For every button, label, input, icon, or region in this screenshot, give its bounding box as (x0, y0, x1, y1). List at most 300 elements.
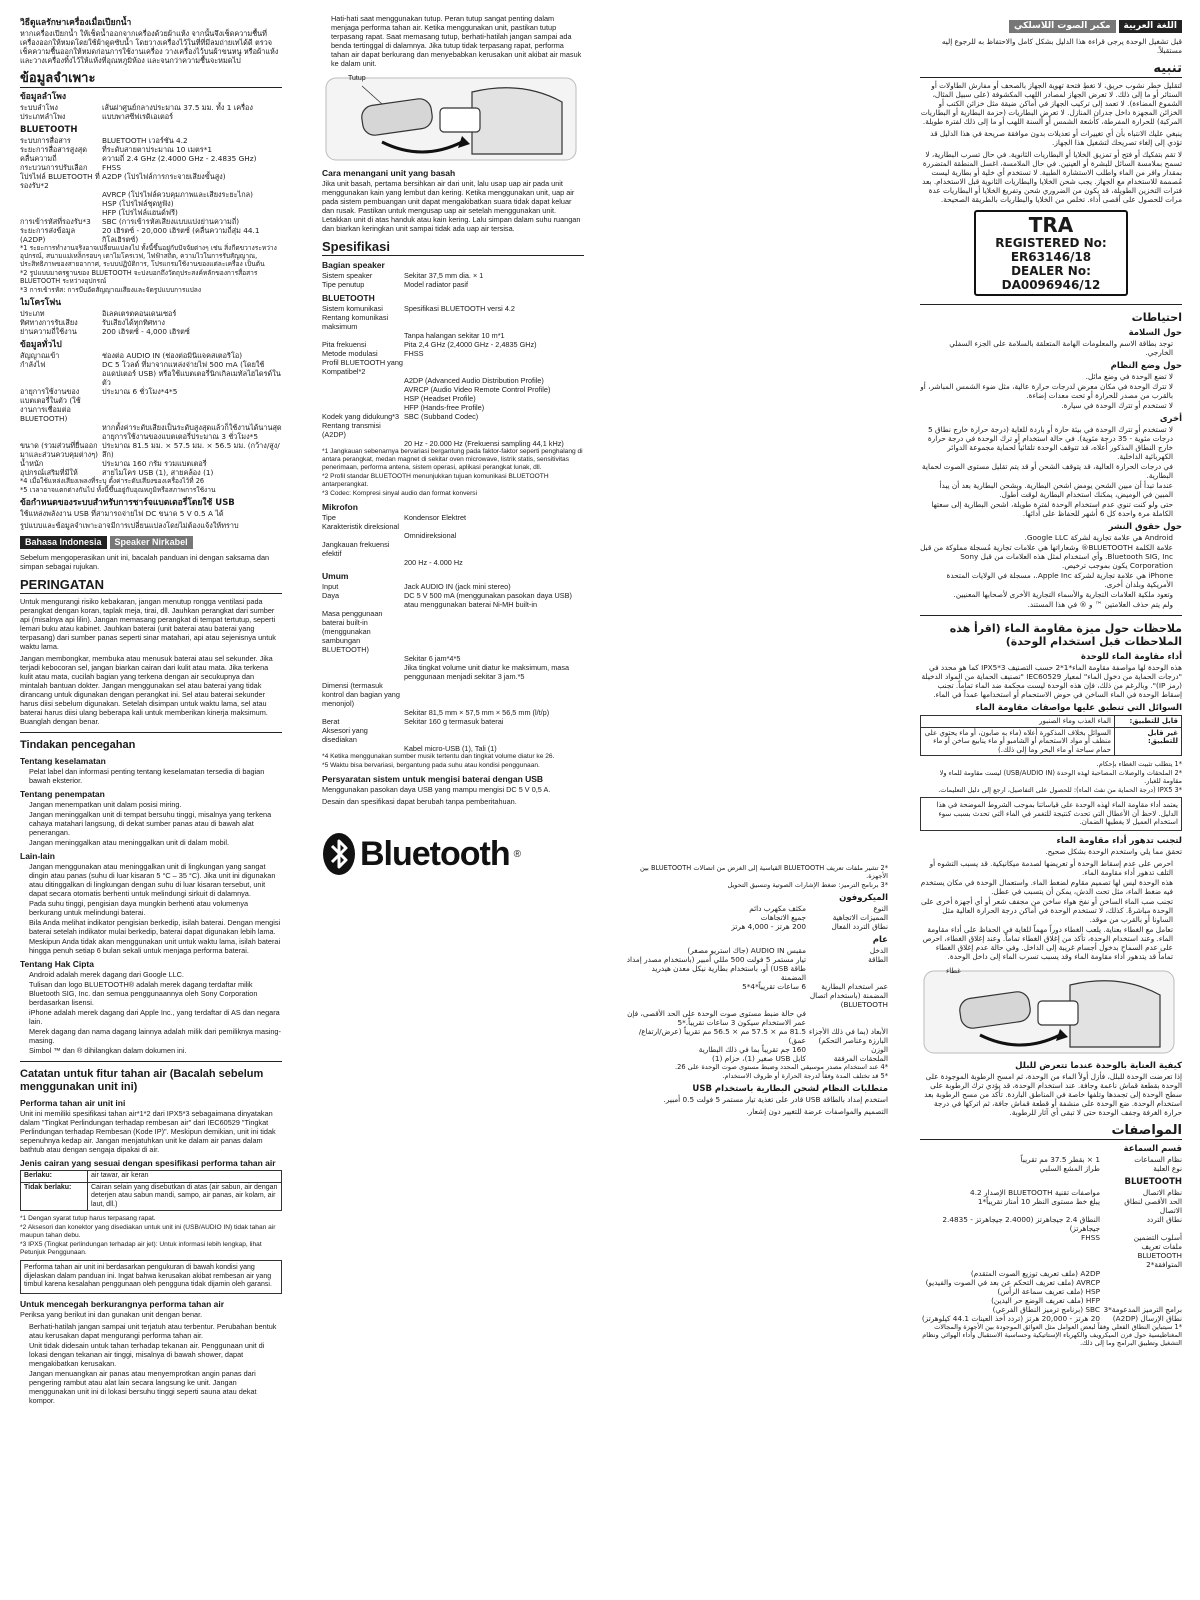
spec-value: HFP (ملف تعريف الوضع حر اليدين) (991, 1295, 1100, 1305)
spec-key (322, 376, 404, 385)
spec-key: نظام السماعات (1134, 1154, 1182, 1164)
spec-row (626, 922, 888, 931)
spec-row (920, 1296, 1182, 1305)
spec-value: 20 هرتز - 20,000 هرتز (تردد أخذ العينات 44.1 كيلوهرتز) (921, 1313, 1100, 1323)
indo-liquid-heading: Jenis cairan yang sesuai dengan spesifikasi performa tahan air (20, 1158, 276, 1168)
ar-language-tab: اللغة العربية (1119, 20, 1182, 33)
list-item: • Jangan menuangkan air panas atau menyemprotkan angin panas dari pengering rambut atau alat lain secara langsung ke unit. Jangan menggunakan unit ini di lokasi bersuhu tinggi seperti sauna atau dekat kompor. (29, 1369, 282, 1405)
footnote: *2 รูปแบบมาตรฐานของ BLUETOOTH จะบ่งบอกถึงวัตถุประสงค์หลักของการสื่อสาร BLUETOOTH ระหว่างอุปกรณ์ (20, 269, 258, 285)
list-item: • لا تستخدم أو تترك الوحدة في بيئة حارة أو باردة للغاية (درجة حرارة خارج نطاق 5 درجات مئوية - 35 درجة مئوية). في حالة استخدام أو ترك الوحدة في درجة حرارة خارج النطاق المذكور أعلاه، قد تتوقف الوحدة تلقائياً لحماية مجموعة الدوائر الكهربائية الداخلية. (920, 425, 1173, 461)
spec-value (404, 313, 584, 331)
list-item: • تعامل مع الغطاء بعناية. يلعب الغطاء دوراً مهماً للغاية في الحفاظ على أداء مقاومة الماء. وعند استخدام الوحدة، تأكد من إغلاق الغطاء تماماً. وعند إغلاق الغطاء، احرص على عدم السماح بدخول أجسام غريبة إلى الداخل. وفي حالة عدم إغلاق الغطاء تماماً قد يتدهور أداء مقاومة الماء وقد يسبب تسرب الماء إلى داخل الوحدة. (920, 925, 1173, 961)
spec-key: ระบบการสื่อสาร (20, 136, 71, 145)
spec-value: สายไมโคร USB (1), สายคล้อง (1) (102, 468, 214, 477)
spec-row (20, 423, 282, 441)
spec-row (322, 403, 584, 412)
list-item: • لا تترك الوحدة في مكان معرض لدرجات حرارة عالية، مثل ضوء الشمس المباشر، أو بالقرب من مصدر للحرارة أو تحت معدات إضاءة. (920, 382, 1173, 400)
spec-value: BLUETOOTH เวอร์ชัน 4.2 (102, 136, 188, 145)
spec-key: โปรไฟล์ BLUETOOTH ที่รองรับ*2 (20, 172, 100, 190)
spec-value: A2DP (ملف تعريف توزيع الصوت المتقدم) (970, 1268, 1100, 1278)
spec-row (322, 717, 584, 726)
spec-key: ระยะการส่งข้อมูล (A2DP) (20, 226, 76, 244)
spec-row (322, 376, 584, 385)
spec-value: AVRCP (Audio Video Remote Control Profile) (404, 385, 551, 394)
spec-row (322, 412, 584, 421)
footnote: *1 Jangkauan sebenarnya bervariasi bergantung pada faktor-faktor seperti penghalang di antara perangkat, medan magnet di sekitar oven microwave, listrik statis, sensitivitas penerimaan, performa antena, sistem operasi, aplikasi perangkat lunak, dll. (322, 448, 583, 471)
spec-key: การเข้ารหัสที่รองรับ*3 (20, 217, 91, 226)
tra-registration-stamp (974, 210, 1128, 296)
list-item: • Jangan menggunakan atau meninggalkan unit di lingkungan yang sangat dingin atau panas (suhu di luar kisaran 5 °C – 35 °C). Jika unit ini digunakan atau ditinggalkan di lingkungan dengan suhu di luar kisaran tersebut, unit dapat secara otomatis berhenti untuk melindungi sirkuit di dalamnya. (29, 862, 282, 898)
spec-row (20, 441, 282, 459)
indo-mic-rows (322, 513, 584, 567)
spec-key (20, 199, 102, 208)
spec-row (322, 439, 584, 448)
indo-wet-body: Jika unit basah, pertama bersihkan air dari unit, lalu usap uap air pada unit menggunakan kain yang lembut dan kering. Ketika menggunakan unit, uap air pada sistem pembuangan unit dapat mengakibatkan suara tidak dapat keluar dan rusak. Pastikan untuk mengusap uap air setelah menggunakan unit. Letakkan unit di atas handuk atau kain kering. Lalu simpan dalam suhu ruangan dan biarkan keringkan unit sampai tidak ada uap air tersisa. (322, 179, 581, 233)
list-item: • Android هي علامة تجارية لشركة Google LLC. (920, 533, 1173, 542)
spec-row (20, 208, 282, 217)
spec-key: ย่านความถี่ใช้งาน (20, 327, 77, 336)
ar-placement-heading: حول وضع النظام (1110, 361, 1182, 371)
spec-key: الحد الأقصى لنطاق الاتصال (1124, 1196, 1182, 1215)
spec-value: جميع الاتجاهات (760, 913, 806, 922)
ar-safety-heading: حول السلامة (1128, 328, 1182, 338)
spec-value: 200 Hz - 4.000 Hz (404, 558, 463, 567)
spec-value: DC 5 โวลต์ ที่มาจากแหล่งจ่ายไฟ 500 mA (โดยใช้อแดปเตอร์ USB) หรือใช้แบตเตอรี่นิกเกิลเมทัลไฮไดรด์ในตัว (102, 360, 281, 387)
indo-water-perf-heading: Performa tahan air unit ini (20, 1098, 126, 1108)
column-arabic (920, 14, 1182, 1586)
spec-key (322, 654, 404, 663)
spec-row (920, 1305, 1182, 1314)
spec-value: Sekitar 160 g termasuk baterai (404, 717, 504, 726)
ar-applicable-value: الماء العذب وماء الصنبور (921, 716, 1115, 728)
indo-bt-heading: BLUETOOTH (322, 293, 375, 303)
spec-value: Model radiator pasif (404, 280, 469, 289)
spec-row (322, 340, 584, 349)
spec-row (322, 331, 584, 340)
spec-key: نوع العلبة (1153, 1163, 1182, 1173)
spec-key: Jangkauan frekuensi efektif (322, 540, 390, 558)
ar-other-list (920, 425, 1182, 518)
indo-safety-list (20, 767, 282, 785)
spec-value: SBC (برنامج ترميز النطاق الفرعي) (992, 1304, 1100, 1314)
spec-key (322, 385, 404, 394)
spec-row (920, 1233, 1182, 1242)
ar-general-heading: عام (872, 935, 888, 945)
footnote: *3 การเข้ารหัส: การบีบอัดสัญญาณเสียงและจัดรูปแบบการแปลง (20, 286, 202, 294)
tra-reg-label: REGISTERED No: (995, 236, 1107, 250)
registered-mark: ® (513, 848, 522, 860)
indo-lid-list (322, 14, 584, 68)
spec-value: HSP (ملف تعريف سماعة الرأس) (997, 1286, 1100, 1296)
ar-warning-body2: ينبغي عليك الانتباه بأن أي تغييرات أو تعديلات بدون موافقة صريحة في هذا الدليل قد تؤدي إلى إلغاء تصريحك لتشغيل هذا الجهاز. (930, 129, 1182, 147)
spec-key: الدخل (869, 946, 888, 955)
lid-label: Tutup (348, 75, 366, 82)
spec-key (322, 708, 404, 717)
indo-copyright-heading: Tentang Hak Cipta (20, 959, 94, 969)
spec-row (20, 103, 282, 112)
indo-usb-heading: Persyaratan sistem untuk mengisi baterai dengan USB (322, 774, 544, 784)
ar-water-heading: ملاحظات حول ميزة مقاومة الماء (اقرأ هذه الملاحظات قبل استخدام الوحدة) (949, 622, 1182, 648)
spec-value: 20 เฮิรตซ์ - 20,000 เฮิรตซ์ (คลื่นความถี่สุ่ม 44.1 กิโลเฮิรตซ์) (102, 226, 260, 244)
indo-liquid-table (20, 1170, 282, 1211)
spec-value: HFP (โปรไฟล์แฮนด์ฟรี) (102, 208, 178, 217)
spec-key: الوزن (871, 1045, 888, 1054)
lid-illustration (322, 72, 584, 164)
ar-water-box: يعتمد أداء مقاومة الماء لهذه الوحدة على قياساتنا بموجب الشروط الموضحة في هذا الدليل. لاحظ أن الأعطال التي تحدث كنتيجة للتغمر في الماء التي تحدث بسبب سوء استخدام العميل لا يغطيها الضمان. (920, 797, 1182, 831)
indo-general-rows (322, 582, 584, 753)
indo-intro: Sebelum mengoperasikan unit ini, bacalah panduan ini dengan saksama dan simpan sebagai rujukan. (20, 553, 270, 571)
spec-value: 6 ساعات تقريباً*4*5 (742, 982, 806, 991)
spec-row (920, 1197, 1182, 1215)
ar-bt-heading: BLUETOOTH (1124, 1176, 1182, 1187)
indo-warning-heading: PERINGATAN (20, 577, 282, 594)
ar-intro: قبل تشغيل الوحدة يرجى قراءة هذا الدليل بشكل كامل والاحتفاظ به للرجوع إليه مستقبلاً. (941, 37, 1182, 55)
spec-row (626, 904, 888, 913)
spec-key (322, 531, 404, 540)
spec-row (920, 1314, 1182, 1323)
divider (20, 1061, 282, 1062)
spec-value: مواصفات تقنية BLUETOOTH الإصدار 4.2 (970, 1187, 1100, 1197)
indo-safety-heading: Tentang keselamatan (20, 756, 106, 766)
spec-row (20, 318, 282, 327)
spec-value: Sekitar 6 jam*4*5 (404, 654, 461, 663)
indo-other-list (20, 862, 282, 955)
spec-row (626, 1027, 888, 1045)
ar-other-heading: أخرى (1159, 414, 1182, 424)
spec-value: طراز المشع السلبي (1039, 1163, 1100, 1173)
list-item: • في درجات الحرارة العالية، قد يتوقف الشحن أو قد يتم تقليل مستوى الصوت لحماية البطارية. (920, 462, 1173, 480)
indo-not-applicable-label: Tidak berlaku: (21, 1182, 88, 1211)
spec-key: ขนาด (รวมส่วนที่ยื่นออกมาและส่วนควบคุมต่างๆ) (20, 441, 99, 459)
spec-row (20, 199, 282, 208)
spec-key: Input (322, 582, 339, 591)
spec-row (322, 558, 584, 567)
indo-general-heading: Umum (322, 571, 349, 581)
indo-wet-heading: Cara menangani unit yang basah (322, 168, 456, 178)
indo-bt-notes (322, 448, 584, 498)
spec-value (920, 1242, 1100, 1269)
blank-area (626, 14, 888, 864)
spec-value: ประมาณ 6 ชั่วโมง*4*5 (102, 387, 178, 396)
list-item: • تجنب صب الماء الساخن أو نفخ هواء ساخن من مجفف شعر أو أي أجهزة أخرى على الوحدة مباشرةً. كذلك، لا تستخدم الوحدة في أماكن درجة الحرارة العالية مثل الساونا أو بالقرب من موقد. (920, 897, 1173, 924)
indo-usb-body: Menggunakan pasokan daya USB yang mampu mengisi DC 5 V 0,5 A. (322, 785, 551, 794)
spec-value: AVRCP (ملف تعريف التحكم عن بعد في الصوت والفيديو) (925, 1277, 1100, 1287)
ar-speaker-heading: قسم السماعة (1123, 1143, 1182, 1154)
spec-key: กระบวนการปรับเลือก (20, 163, 88, 172)
spec-row (626, 1009, 888, 1027)
spec-row (322, 385, 584, 394)
spec-value: รับเสียงได้ทุกทิศทาง (102, 318, 165, 327)
spec-row (920, 1269, 1182, 1278)
spec-value (404, 609, 584, 654)
spec-row (626, 946, 888, 955)
spec-value: 200 เฮิรตซ์ - 4,000 เฮิรตซ์ (102, 327, 190, 336)
thai-general-notes (20, 477, 282, 494)
spec-value: في حالة ضبط مستوى صوت الوحدة على الحد الأقصى، فإن عمر الاستخدام سيكون 3 ساعات تقريباً.*5 (627, 1009, 806, 1027)
footnote: *2 الملحقات والوصلات المصاحبة لهذه الوحدة (USB/AUDIO IN) ليست مقاومة للماء ولا مقاومة للغبار. (939, 769, 1182, 785)
spec-row (20, 145, 282, 154)
tra-dealer-label: DEALER No: (1011, 264, 1091, 278)
spec-key: النوع (873, 904, 888, 913)
list-item: • Meskipun Anda tidak akan menggunakan unit untuk waktu lama, isilah baterai hingga penuh setiap 6 bulan sekali untuk menjaga performa baterai. (29, 937, 282, 955)
indo-applicable-label: Berlaku: (21, 1171, 88, 1183)
spec-value: ความถี่ 2.4 GHz (2.4000 GHz - 2.4835 GHz) (102, 154, 257, 163)
indo-warning-body: Untuk mengurangi risiko kebakaran, jangan menutup rongga ventilasi pada perangkat dengan koran, taplak meja, tirai, dll. Jauhkan perangkat dari sumber api (misalnya api lilin). Jangan memasang perangkat di tempat tertutup, seperti lemari buku atau kabinet. Jauhkan baterai (unit baterai atau baterai yang terpasang) dari sumber panas seperti sinar matahari, api atau sejenisnya untuk waktu lama. (20, 597, 276, 651)
indo-prevent-list (20, 1322, 282, 1405)
spec-key: สัญญาณเข้า (20, 351, 60, 360)
spec-value: كابل USB صغير (1)، حزام (1) (712, 1054, 806, 1063)
list-item: • Pelat label dan informasi penting tentang keselamatan tersedia di bagian bawah eksterior. (29, 767, 282, 785)
ar-speaker-rows (920, 1155, 1182, 1173)
spec-row (920, 1188, 1182, 1197)
spec-key (20, 208, 102, 217)
footnote: *5 قد تختلف المدة وفقاً لدرجة الحرارة أو ظروف الاستخدام. (722, 1072, 888, 1080)
list-item: • عندما تبدأ أن مبين الشحن يومض اشحن البطارية. وبشحن البطارية بعد أن يبدأ المبين في الوميض، يمكنك استخدام البطارية لوقت أطول. (920, 481, 1173, 499)
spec-value: يبلغ خط مستوى النظر 10 أمتار تقريباً*1 (977, 1196, 1100, 1206)
list-item: • لا تستخدم أو تترك الوحدة في سيارة. (920, 401, 1173, 410)
spec-row (20, 226, 282, 244)
spec-value: ที่ระดับสายตาประมาณ 10 เมตร*1 (102, 145, 213, 154)
spec-row (20, 309, 282, 318)
spec-row (920, 1287, 1182, 1296)
spec-value (404, 421, 584, 439)
footnote: *5 Waktu bisa bervariasi, bergantung pada suhu atau kondisi penggunaan. (322, 762, 540, 769)
indo-section-tab: Speaker Nirkabel (110, 536, 193, 549)
spec-value: HSP (โปรไฟล์ชุดหูฟัง) (102, 199, 174, 208)
table-row (921, 716, 1182, 728)
indo-placement-list (20, 800, 282, 847)
bluetooth-rune-icon (322, 832, 356, 876)
ar-precaution-heading: احتياطات (1131, 311, 1182, 324)
spec-value: A2DP (โปรไฟล์การกระจายเสียงขั้นสูง) (102, 172, 226, 181)
list-item: • وتعود ملكية العلامات التجارية والأسماء التجارية الأخرى لأصحابها المعنيين. (920, 590, 1173, 599)
ar-wet-body: إذا تعرضت الوحدة للبلل، فأزل أولاً الماء من الوحدة، ثم امسح الرطوبة الموجودة على الوحدة بقطعة قماش ناعمة وجافة. عند استخدام الوحدة، قد يؤدي ترك الرطوبة على سطح الوحدة إلى تجمدها وتلفها خاصة في المناطق الباردة. تأكد من مسح الرطوبة بعد استخدام الوحدة. ضع الوحدة على منشفة أو قطعة قماش جافة، ثم اتركها في درجة حرارة الغرفة وجفف الوحدة حتى لا تبقى أي آثار للرطوبة. (924, 1071, 1182, 1117)
indo-speaker-rows (322, 271, 584, 289)
footnote: *1 يتطلب تثبيت الغطاء بإحكام. (1096, 760, 1182, 768)
spec-value: ประมาณ 81.5 มม. × 57.5 มม. × 56.5 มม. (กว้าง/สูง/ลึก) (102, 441, 280, 459)
spec-row (322, 313, 584, 331)
list-item: • هذه الوحدة ليس لها تصميم مقاوم لضغط الماء. واستعمال الوحدة في مكان يستخدم فيه ضغط الماء، مثل تحت الدش، يمكن أن يتسبب في عطل. (920, 878, 1173, 896)
ar-usb-note: التصميم والمواصفات عرضة للتغيير دون إشعار. (746, 1107, 888, 1116)
spec-key (20, 190, 102, 199)
spec-value (404, 522, 584, 531)
spec-value (404, 358, 584, 376)
list-item: • Jangan meninggalkan unit di tempat bersuhu tinggi, misalnya yang terkena cahaya matahari langsung, di dekat sumber panas atau di bawah alat penerangan. (29, 810, 282, 837)
spec-row (20, 154, 282, 163)
spec-key: المميزات الاتجاهية (832, 913, 888, 922)
spec-key (322, 331, 404, 340)
ar-bt-notes-tail (626, 864, 888, 889)
list-item: • توجد بطاقة الاسم والمعلومات الهامة المتعلقة بالسلامة على الجزء السفلي الخارجي. (920, 339, 1173, 357)
spec-key (322, 439, 404, 448)
table-row (21, 1182, 282, 1211)
spec-row (322, 744, 584, 753)
spec-value: DC 5 V 500 mA (menggunakan pasokan daya USB) atau menggunakan baterai Ni-MH built-in (404, 591, 572, 609)
spec-value (404, 681, 584, 708)
bluetooth-wordmark: Bluetooth (360, 834, 510, 873)
spec-key: Tipe penutup (322, 280, 365, 289)
ar-liquid-heading: السوائل التي تنطبق عليها مواصفات مقاومة الماء (975, 703, 1182, 713)
spec-key: الطاقة (868, 955, 888, 964)
footnote: *3 IPX5 (Tingkat perlindungan terhadap air jet): Untuk informasi lebih lengkap, lihat Petunjuk Penggunaan. (20, 1241, 262, 1256)
indo-placement-heading: Tentang penempatan (20, 789, 105, 799)
spec-key: نطاق التردد (1146, 1214, 1182, 1224)
footnote: *2 Profil standar BLUETOOTH menunjukkan tujuan komunikasi BLUETOOTH antarperangkat. (322, 473, 549, 488)
spec-value: A2DP (Advanced Audio Distribution Profile) (404, 376, 544, 385)
list-item: • Jangan menempatkan unit dalam posisi miring. (29, 800, 282, 809)
indo-applicable-value: air tawar, air keran (88, 1171, 282, 1183)
spec-value: ช่องต่อ AUDIO IN (ช่องต่อมินิแจคสเตอริโอ) (102, 351, 243, 360)
ar-lid-label: غطاء (946, 966, 961, 975)
footnote: *3 برنامج الترميز: ضغط الإشارات الصوتية وتنسيق التحويل (727, 881, 888, 889)
thai-general-rows (20, 351, 282, 477)
spec-row (322, 726, 584, 744)
spec-key: الأبعاد (بما في ذلك الأجزاء البارزة وعناصر التحكم) (808, 1027, 888, 1045)
list-item: • Jangan meninggalkan atau meninggalkan unit di dalam mobil. (29, 838, 282, 847)
thai-spec-title: ข้อมูลจำเพาะ (20, 71, 282, 88)
spec-row (920, 1215, 1182, 1233)
spec-value: FHSS (404, 349, 424, 358)
spec-value: Omnidireksional (404, 531, 457, 540)
indo-language-tab: Bahasa Indonesia (20, 536, 107, 549)
spec-key: คลื่นความถี่ (20, 154, 57, 163)
divider (20, 732, 282, 733)
spec-key: Sistem komunikasi (322, 304, 383, 313)
indo-language-tabs (20, 536, 282, 549)
thai-usb-note: รูปแบบและข้อมูลจำเพาะอาจมีการเปลี่ยนแปลงโดยไม่ต้องแจ้งให้ทราบ (20, 521, 239, 530)
ar-speaker-lid-drawing (920, 965, 1182, 1057)
spec-value: FHSS (102, 163, 121, 172)
ar-bt-rows (920, 1188, 1182, 1323)
spec-value: تيار مستمر 5 فولت 500 مللي أمبير (باستخدام مصدر إمداد طاقة USB) أو، باستخدام بطارية نيكل معدن هيدريد المضمنة (626, 955, 806, 982)
thai-usb-heading: ข้อกำหนดของระบบสำหรับการชาร์จแบตเตอรี่โดยใช้ USB (20, 498, 235, 508)
spec-value: مكثف مكهرب دائم (749, 904, 806, 913)
spec-value: Sekitar 81,5 mm × 57,5 mm × 56,5 mm (l/t/p) (404, 708, 550, 717)
list-item: • Berhati-hatilah jangan sampai unit terjatuh atau terbentur. Perubahan bentuk atau kerusakan dapat mengurangi performa tahan air. (29, 1322, 282, 1340)
ar-general-rows (626, 946, 888, 1063)
footnote: *4 Ketika menggunakan sumber musik tertentu dan tingkat volume diatur ke 26. (322, 753, 555, 760)
spec-row (20, 351, 282, 360)
spec-key: برامج الترميز المدعومة*3 (1103, 1304, 1182, 1314)
spec-key: อุปกรณ์เสริมที่มีให้ (20, 468, 78, 477)
spec-value: SBC (Subband Codec) (404, 412, 479, 421)
ar-warning-body3: لا تقم بتفكيك أو فتح أو تمزيق الخلايا أو البطاريات الثانوية. في حال تسرب البطارية، لا تسمح بملامسة السائل للبشرة أو العينين. في حال الملامسة، اغسل المنطقة المتضررة بمقدار وافر من الماء واطلب الاستشارة الطبية. لا تستخدم أي خلية أو بطارية ليست مُصممة للاستخدام مع الجهاز. يجب شحن الخلايا والبطاريات الثانوية قبل الاستخدام. بعد فترات التخزين الطويلة، قد يكون من الضروري شحن وتفريغ الخلايا أو البطاريات عدة مرات للحصول على أقصى أداء. تخلص من الخلايا والبطاريات بالطريقة الصحيحة. (922, 150, 1182, 204)
spec-key: Karakteristik direksional (322, 522, 400, 531)
divider (920, 304, 1182, 305)
spec-key: ทิศทางการรับเสียง (20, 318, 78, 327)
column-thai-indonesian (20, 14, 282, 1586)
spec-value: AVRCP (โปรไฟล์ควบคุมภาพและเสียงระยะไกล) (102, 190, 254, 199)
spec-row (322, 708, 584, 717)
list-item: • لا تضع الوحدة في وضع مائل. (920, 372, 1173, 381)
spec-key (1100, 1278, 1182, 1287)
spec-key: Sistem speaker (322, 271, 373, 280)
spec-row (20, 217, 282, 226)
ar-usb-heading: متطلبات النظام لشحن البطارية باستخدام USB (692, 1084, 888, 1094)
spec-row (322, 522, 584, 531)
spec-key: ระบบลำโพง (20, 103, 58, 112)
list-item: • Unit tidak didesain untuk tahan terhadap tekanan air. Penggunaan unit di lokasi dengan tekanan air tinggi, misalnya di bawah shower, dapat mengakibatkan kerusakan. (29, 1341, 282, 1368)
spec-row (20, 360, 282, 387)
thai-mic-heading: ไมโครโฟน (20, 298, 62, 308)
spec-value: 81.5 مم × 57.5 مم × 56.5 مم تقريباً (عرض/ارتفاع/عمق) (638, 1027, 806, 1045)
footnote: *3 IPX5 (درجة الحماية من نفث الماء): للحصول على التفاصيل، ارجع إلى دليل التعليمات. (938, 786, 1182, 794)
tra-title: TRA (1028, 213, 1074, 237)
table-row (21, 1171, 282, 1183)
spec-key: ประเภท (20, 309, 45, 318)
spec-row (322, 280, 584, 289)
spec-row (626, 955, 888, 982)
column-indonesian (322, 14, 584, 1586)
spec-key: กำลังไฟ (20, 360, 46, 369)
spec-row (920, 1155, 1182, 1164)
spec-value: 160 جم تقريباً بما في ذلك البطارية (698, 1045, 806, 1054)
spec-key: Dimensi (termasuk kontrol dan bagian yang menonjol) (322, 681, 400, 708)
table-row (921, 727, 1182, 756)
spec-key (322, 558, 404, 567)
footnote: *1 ระยะการทำงานจริงอาจเปลี่ยนแปลงไป ทั้งนี้ขึ้นอยู่กับปัจจัยต่างๆ เช่น สิ่งกีดขวางระหว่างอุปกรณ์, สนามแม่เหล็กรอบๆ เตาไมโครเวฟ, ไฟฟ้าสถิต, ความไวในการรับสัญญาณ, ประสิทธิภาพของสายอากาศ, ระบบปฏิบัติการ, โปรแกรมใช้งานของแต่ละเครื่อง เป็นต้น (20, 244, 277, 268)
spec-row (322, 394, 584, 403)
spec-row (20, 172, 282, 190)
footnote: *1 Dengan syarat tutup harus terpasang rapat. (20, 1215, 156, 1222)
spec-key: Metode modulasi (322, 349, 378, 358)
spec-value: หากตั้งค่าระดับเสียงเป็นระดับสูงสุดแล้วก็ใช้งานได้นานสุด อายุการใช้งานของแบตเตอรี่ประมาณ 3 ชั่วโมง*5 (102, 423, 282, 441)
ar-applicable-label: قابل للتطبيق: (1115, 716, 1182, 728)
ar-liquid-table (920, 715, 1182, 756)
spec-value: Kondensor Elektret (404, 513, 467, 522)
spec-key: Profil BLUETOOTH yang Kompatibel*2 (322, 358, 403, 376)
spec-value: HFP (Hands-free Profile) (404, 403, 485, 412)
ar-general-notes (626, 1063, 888, 1080)
spec-key: الملحقات المرفقة (833, 1054, 888, 1063)
spec-value: FHSS (1081, 1232, 1100, 1242)
spec-key: Kodek yang didukung*3 (322, 412, 400, 421)
thai-bt-heading: BLUETOOTH (20, 125, 78, 135)
spec-key: Daya (322, 591, 340, 600)
spec-key: نطاق الإرسال (A2DP) (1112, 1313, 1182, 1323)
spec-row (322, 609, 584, 654)
spec-key (806, 1009, 888, 1027)
ar-spec-heading: المواصفات (920, 1123, 1182, 1140)
indo-water-notes (20, 1215, 282, 1257)
spec-row (322, 540, 584, 558)
spec-row (920, 1164, 1182, 1173)
spec-key: ระยะการสื่อสารสูงสุด (20, 145, 87, 154)
spec-value: Jack AUDIO IN (jack mini stereo) (404, 582, 511, 591)
spec-key: อายุการใช้งานของแบตเตอรี่ในตัว (ใช้งานการเชื่อมต่อ BLUETOOTH) (20, 387, 81, 423)
spec-row (322, 513, 584, 522)
indo-speaker-heading: Bagian speaker (322, 260, 385, 270)
spec-key (322, 403, 404, 412)
spec-row (322, 681, 584, 708)
footnote: *4 عند استخدام مصدر موسيقي المحدد وضبط مستوى صوت الوحدة على 26. (675, 1063, 888, 1071)
list-item: • ولم يتم حذف العلامتين ™ و ® في هذا المستند. (920, 600, 1173, 609)
ar-copyright-list (920, 533, 1182, 609)
list-item: • احرص على عدم إسقاط الوحدة أو تعريضها لصدمة ميكانيكية. قد يسبب التشوه أو التلف تدهور أداء مقاومة الماء. (920, 859, 1173, 877)
indo-not-applicable-value: Cairan selain yang disebutkan di atas (air sabun, air dengan deterjen atau sabun mandi, sampo, air panas, air kolam, air laut, dll.) (88, 1182, 282, 1211)
ar-lid-illustration (920, 965, 1182, 1057)
column-arabic-specs-end (626, 14, 888, 1586)
indo-water-perf-body: Unit ini memiliki spesifikasi tahan air*1*2 dari IPX5*3 sebagaimana dinyatakan dalam "Tingkat Perlindungan terhadap rembesan air" dari IEC60529 "Tingkat Perlindungan terhadap Rembesan (Kode IP)". Meskipun demikian, unit ini tidak sepenuhnya kedap air. Jangan menjatuhkan unit ke dalam air panas dalam bathtub atau dengan sengaja dipakai di air. (20, 1109, 276, 1154)
indo-copyright-list (20, 970, 282, 1055)
spec-key: Aksesori yang disediakan (322, 726, 368, 744)
spec-key: عمر استخدام البطارية المضمنة (باستخدام اتصال BLUETOOTH) (809, 982, 888, 1009)
footnote: *5 เวลาอาจแตกต่างกันไป ทั้งนี้ขึ้นอยู่กับอุณหภูมิหรือสภาพการใช้งาน (20, 486, 216, 494)
spec-row (322, 358, 584, 376)
indo-water-box: Performa tahan air unit ini berdasarkan pengukuran di bawah kondisi yang dijelaskan dalam panduan ini. Ingat bahwa kerusakan akibat rembesan air yang timbul karena kesalahan penggunaan oleh pengguna tidak dijamin oleh garansi. (20, 1260, 282, 1294)
footnote: *1 سيتباين النطاق الفعلي وفقاً لبعض العوامل مثل العوائق الموجودة بين الأجهزة والمجالات المغناطيسية حول فرن الميكرويف والكهرباء الإستاتيكية وحساسية الاستقبال وأداء الهوائي ونظام التشغيل وتطبيق البرامج وما إلى ذلك. (922, 1322, 1182, 1347)
spec-row (322, 349, 584, 358)
